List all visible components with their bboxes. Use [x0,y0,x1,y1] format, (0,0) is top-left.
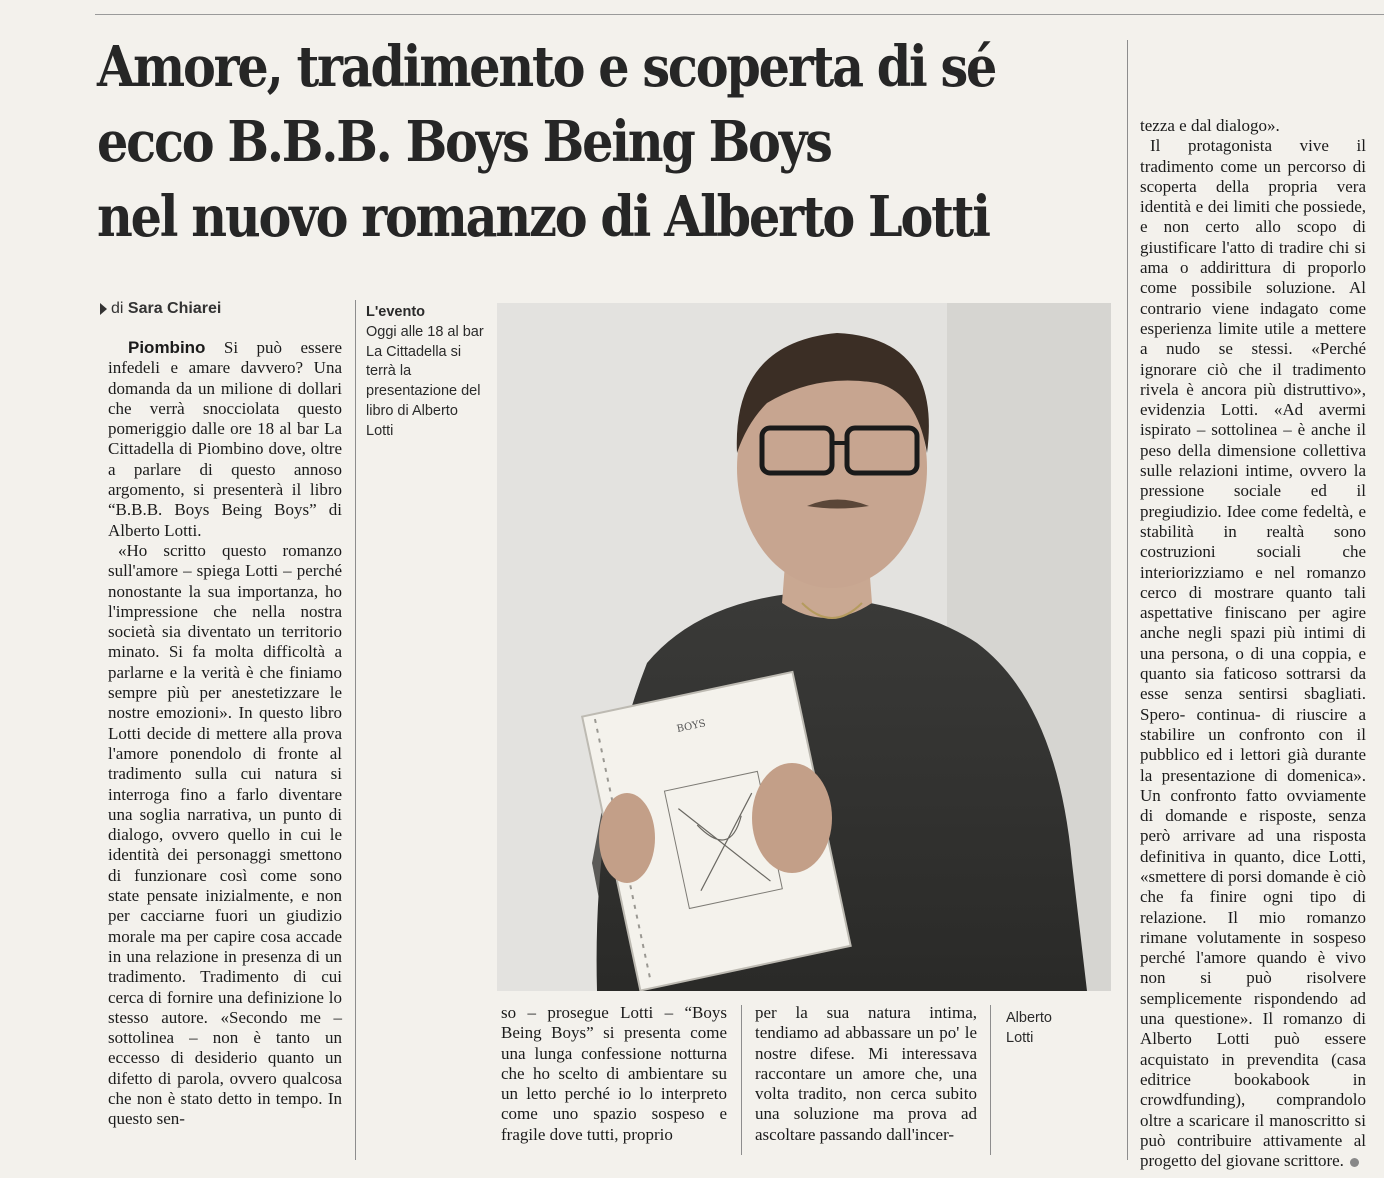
paragraph: so – prosegue Lotti – “Boys Being Boys” si presenta come una lunga confessione notturna che ho scelto di ambientare su un letto perché io lo interpreto come uno spazio sospeso e fragile dove tutti, proprio [501,1003,727,1144]
article-end-dot-icon [1350,1158,1359,1167]
paragraph: «Ho scritto questo romanzo sull'amore – spiega Lotti – perché nonostante la sua importanza, ho l'impressione che nella nostra società sia diventato un territorio minato. Si fa molta difficoltà a parlarne e la verità è che finiamo sempre più per anestetizzare le nostre emozioni». In questo libro Lotti decide di mettere alla prova l'amore ponendolo di fronte al tradimento sulla cui natura si interroga fino a farlo diventare una soglia narrativa, un punto di dialogo, ovvero quello in cui le identità dei personaggi smettono di funzionare così come sono state pensate inizialmente, e non per cacciarne fuori un giudizio morale ma per capire cosa accade in una relazione in presenza di un tradimento. Tradimento di cui cerca di fornire una definizione lo stesso autore. «Secondo me – sottolinea – non è tanto un eccesso di desiderio quanto un difetto di parola, ovvero qualcosa che non è stato detto in tempo. In questo sen- [108,540,342,1129]
byline-prefix: di [111,300,124,317]
sidebar-text: Oggi alle 18 al bar La Cittadella si terrà la presentazione del libro di Alberto Lotti [366,323,484,439]
adjacent-article-bleed [1140,18,1384,118]
byline [100,300,221,318]
column-rule-right [1127,40,1128,1160]
photo-caption: Alberto Lotti [1006,1010,1052,1046]
paragraph: per la sua natura intima, tendiamo ad abbassare un po' le nostre difese. Mi interessava raccontare un amore che, una volta tradito, non cerca subito una soluzione ma prova ad ascoltare passando dall'incer- [755,1003,977,1144]
portrait-illustration [497,303,1111,991]
article-column-2 [501,1003,727,1145]
headline-line-1: Amore, tradimento e scoperta di sé [97,34,996,100]
top-rule [95,14,1384,15]
column-rule-2 [741,1005,742,1155]
byline-author: Sara Chiarei [127,300,222,317]
author-photo [497,303,1111,991]
byline-marker-icon [100,303,107,315]
headline-line-3: nel nuovo romanzo di Alberto Lotti [97,184,989,250]
paragraph: Piombino Si può essere infedeli e amare davvero? Una domanda da un milione di dollari che verrà snocciolata questo pomeriggio dalle ore 18 al bar La Cittadella di Piombino dove, oltre a parlare di questo annoso argomento, si presenterà il libro “B.B.B. Boys Being Boys” di Alberto Lotti. [108,338,342,540]
book-title-text: BOYS [675,718,707,736]
paragraph: Il protagonista vive il tradimento come un percorso di scoperta della propria vera identità e dei limiti che possiede, e non certo allo scopo di giustificare l'atto di tradire chi si ama o addirittura di proporlo come possibile soluzione. Al contrario viene indagato come esperienza limite utile a mettere a nudo se stessi. «Perché ignorare ciò che il tradimento rivela è ancora più distruttivo», evidenzia Lotti. «Ad avermi ispirato – sottolinea – è anche il peso della dimensione collettiva sulle relazioni intime, ovvero la pressione sociale ed il pregiudizio. Idee come fedeltà, e stabilità in realtà sono costruzioni sociali che interiorizziamo e nel romanzo cerco di mostrare quanto tali aspettative finiscano per agire anche negli spazi più intimi di una persona, o di una coppia, e quanto sia faticoso sottrarsi da esse senza sentirsi sbagliati. Spero- continua- di riuscire a stabilire un confronto con il pubblico ed i lettori già durante la presentazione di domenica». Un confronto fatto ovviamente di domande e risposte, senza però arrivare ad una risposta definitiva in quanto, dice Lotti, «smettere di porsi domande è ciò che fa finire ogni tipo di relazione. Il mio romanzo rimane volutamente in sospeso perché l'amore quando è vivo non si può risolvere semplicemente rispondendo ad una questione». Il romanzo di Alberto Lotti può essere acquistato in prevendita (casa editrice bookabook in crowdfunding), comprandolo oltre a scaricare il manoscritto si può contribuire attivamente al progetto del giovane scrittore. [1140,136,1366,1171]
sidebar-title: L'evento [366,304,426,320]
article-column-1 [108,338,342,1130]
column-rule-1 [355,300,356,1160]
article-column-4 [1140,116,1366,1171]
article-headline [97,30,1003,255]
article-column-3 [755,1003,977,1145]
dateline: Piombino [128,338,206,357]
paragraph: tezza e dal dialogo». [1140,116,1280,135]
headline-line-2: ecco B.B.B. Boys Being Boys [97,109,831,175]
event-sidebar [366,303,484,442]
column-rule-3 [990,1005,991,1155]
